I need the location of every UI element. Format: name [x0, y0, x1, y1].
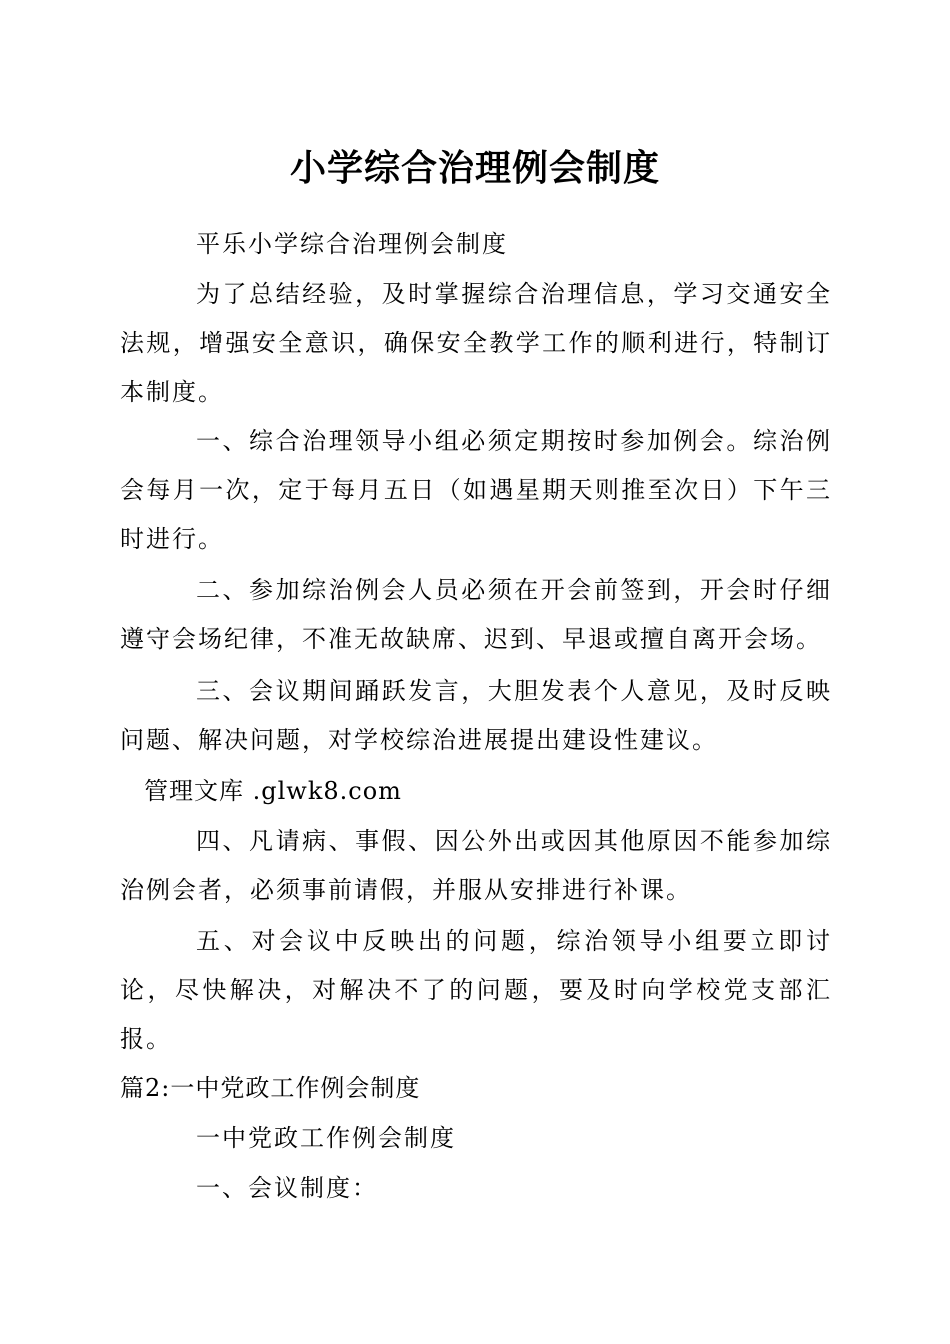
- paragraph-subtitle: 平乐小学综合治理例会制度: [196, 230, 508, 258]
- paragraph-item-1: 一、综合治理领导小组必须定期按时参加例会。综治例会每月一次，定于每月五日（如遇星期天则推至次日）下午三时进行。: [120, 427, 832, 553]
- section-subtitle: 一中党政工作例会制度: [196, 1124, 456, 1152]
- library-watermark-line: 管理文库 .glwk8.com: [144, 777, 402, 805]
- section-item-1: 一、会议制度：: [196, 1174, 378, 1202]
- paragraph-item-5: 五、对会议中反映出的问题，综治领导小组要立即讨论，尽快解决，对解决不了的问题，要及时向学校党支部汇报。: [120, 927, 832, 1053]
- paragraph-item-3: 三、会议期间踊跃发言，大胆发表个人意见，及时反映问题、解决问题，对学校综治进展提出建设性建议。: [120, 677, 832, 754]
- document-title: 小学综合治理例会制度: [289, 148, 660, 189]
- paragraph-item-2: 二、参加综治例会人员必须在开会前签到，开会时仔细遵守会场纪律，不准无故缺席、迟到、早退或擅自离开会场。: [120, 576, 832, 653]
- paragraph-intro: 为了总结经验，及时掌握综合治理信息，学习交通安全法规，增强安全意识，确保安全教学工作的顺利进行，特制订本制度。: [120, 280, 832, 406]
- section-heading: 篇2:一中党政工作例会制度: [120, 1074, 421, 1102]
- paragraph-item-4: 四、凡请病、事假、因公外出或因其他原因不能参加综治例会者，必须事前请假，并服从安排进行补课。: [120, 827, 832, 904]
